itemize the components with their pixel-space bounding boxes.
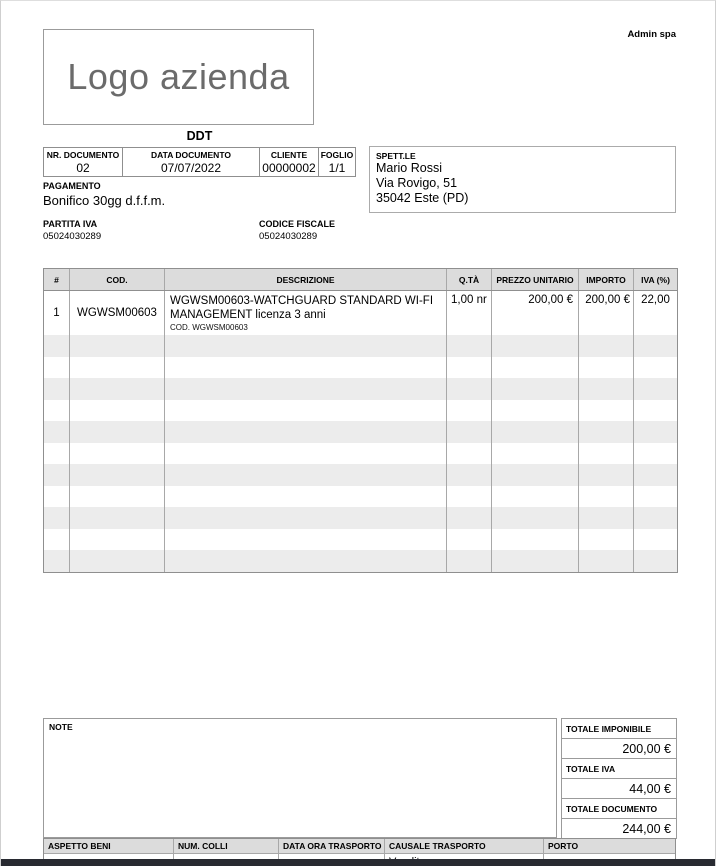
empty-cell	[70, 421, 165, 443]
table-row	[44, 291, 677, 335]
empty-cell	[70, 464, 165, 486]
empty-cell	[634, 335, 677, 357]
header-vat: IVA (%)	[641, 274, 670, 285]
empty-cell	[447, 486, 492, 508]
total-vat-value: 44,00 €	[561, 778, 677, 799]
empty-cell	[579, 464, 634, 486]
item-description: WGWSM00603-WATCHGUARD STANDARD WI-FI MANAGEMENT licenza 3 anni	[170, 295, 434, 321]
empty-cell	[492, 357, 579, 379]
total-document-value: 244,00 €	[561, 818, 677, 839]
empty-cell	[44, 378, 70, 400]
empty-cell	[447, 421, 492, 443]
client-cell	[260, 148, 319, 176]
empty-cell	[634, 486, 677, 508]
empty-table-row	[44, 400, 677, 422]
total-taxable-label: TOTALE IMPONIBILE	[561, 718, 677, 739]
recipient-street: Via Rovigo, 51	[376, 176, 458, 190]
empty-cell	[579, 335, 634, 357]
recipient-box	[369, 146, 676, 213]
empty-cell	[492, 464, 579, 486]
empty-cell	[492, 443, 579, 465]
empty-cell	[165, 529, 447, 551]
empty-cell	[44, 529, 70, 551]
logo-box	[43, 29, 314, 125]
empty-cell	[447, 378, 492, 400]
empty-cell	[165, 400, 447, 422]
fiscal-code-value: 05024030289	[259, 231, 318, 242]
items-empty-rows	[44, 335, 677, 572]
notes-box	[43, 718, 557, 838]
header-transport-reason: CAUSALE TRASPORTO	[385, 839, 544, 853]
header-code: COD.	[70, 269, 165, 290]
empty-cell	[44, 400, 70, 422]
total-vat-label: TOTALE IVA	[561, 758, 677, 779]
empty-cell	[70, 507, 165, 529]
header-qty: Q.TÀ	[447, 269, 492, 290]
empty-cell	[634, 357, 677, 379]
empty-cell	[634, 464, 677, 486]
item-description-code: COD. WGWSM00603	[170, 323, 248, 332]
empty-cell	[447, 400, 492, 422]
header-goods-appearance: ASPETTO BENI	[44, 839, 174, 853]
empty-cell	[70, 400, 165, 422]
empty-cell	[70, 486, 165, 508]
empty-cell	[165, 357, 447, 379]
empty-cell	[447, 507, 492, 529]
empty-table-row	[44, 378, 677, 400]
empty-cell	[579, 357, 634, 379]
empty-cell	[165, 335, 447, 357]
page-label: FOGLIO	[320, 150, 354, 160]
empty-cell	[447, 529, 492, 551]
payment-value: Bonifico 30gg d.f.f.m.	[43, 193, 166, 208]
logo-placeholder-text: Logo azienda	[67, 56, 290, 97]
empty-cell	[634, 400, 677, 422]
empty-cell	[447, 357, 492, 379]
empty-cell	[165, 421, 447, 443]
empty-cell	[492, 486, 579, 508]
empty-cell	[44, 443, 70, 465]
empty-cell	[579, 507, 634, 529]
empty-cell	[44, 357, 70, 379]
company-name: Admin spa	[627, 29, 676, 40]
empty-cell	[634, 507, 677, 529]
empty-cell	[492, 550, 579, 572]
empty-cell	[579, 486, 634, 508]
doc-number-value: 02	[76, 161, 90, 175]
payment-block	[43, 181, 165, 208]
empty-cell	[492, 529, 579, 551]
empty-cell	[447, 335, 492, 357]
empty-cell	[70, 357, 165, 379]
total-taxable-value: 200,00 €	[561, 738, 677, 759]
empty-cell	[634, 421, 677, 443]
fiscal-code-block	[259, 219, 335, 242]
header-description: DESCRIZIONE	[165, 269, 447, 290]
page-value: 1/1	[328, 161, 346, 175]
empty-cell	[70, 443, 165, 465]
recipient-label: SPETT.LE	[376, 151, 416, 161]
empty-cell	[634, 550, 677, 572]
header-package-count: NUM. COLLI	[174, 839, 279, 853]
empty-table-row	[44, 335, 677, 357]
empty-table-row	[44, 421, 677, 443]
empty-cell	[579, 550, 634, 572]
empty-cell	[634, 378, 677, 400]
client-value: 00000002	[262, 161, 316, 175]
payment-label: PAGAMENTO	[43, 181, 101, 191]
empty-cell	[44, 464, 70, 486]
empty-table-row	[44, 529, 677, 551]
items-table-header	[44, 269, 677, 291]
empty-cell	[579, 421, 634, 443]
recipient-name: Mario Rossi	[376, 161, 442, 175]
item-code: WGWSM00603	[70, 291, 165, 335]
empty-cell	[44, 550, 70, 572]
fiscal-code-label: CODICE FISCALE	[259, 219, 336, 229]
header-carriage: PORTO	[548, 841, 579, 851]
doc-date-label: DATA DOCUMENTO	[151, 150, 231, 160]
item-num: 1	[44, 291, 70, 335]
doc-date-cell	[123, 148, 260, 176]
transport-table-header	[44, 839, 675, 854]
vat-number-label: PARTITA IVA	[43, 219, 98, 229]
header-transport-datetime: DATA ORA TRASPORTO	[279, 839, 385, 853]
empty-cell	[634, 443, 677, 465]
empty-cell	[44, 507, 70, 529]
header-unit-price: PREZZO UNITARIO	[492, 269, 579, 290]
empty-cell	[165, 507, 447, 529]
empty-cell	[70, 550, 165, 572]
empty-cell	[492, 507, 579, 529]
item-description-cell	[165, 291, 447, 335]
empty-cell	[492, 335, 579, 357]
empty-table-row	[44, 550, 677, 572]
empty-cell	[165, 443, 447, 465]
empty-cell	[579, 529, 634, 551]
vat-number-block	[43, 219, 101, 242]
empty-table-row	[44, 486, 677, 508]
item-qty: 1,00 nr	[447, 291, 492, 335]
items-table	[43, 268, 678, 573]
recipient-city: 35042 Este (PD)	[376, 191, 469, 205]
document-type-title: DDT	[186, 129, 213, 143]
vat-number-value: 05024030289	[43, 231, 102, 242]
empty-cell	[492, 378, 579, 400]
empty-cell	[492, 400, 579, 422]
item-vat: 22,00	[641, 294, 670, 306]
header-amount: IMPORTO	[579, 269, 634, 290]
doc-date-value: 07/07/2022	[160, 161, 222, 175]
empty-cell	[579, 443, 634, 465]
header-num: #	[44, 269, 70, 290]
empty-cell	[165, 486, 447, 508]
totals-box	[561, 718, 677, 839]
empty-table-row	[44, 464, 677, 486]
document-info-table	[43, 147, 356, 177]
empty-table-row	[44, 507, 677, 529]
empty-cell	[44, 486, 70, 508]
empty-table-row	[44, 443, 677, 465]
doc-number-cell	[44, 148, 123, 176]
empty-cell	[579, 400, 634, 422]
empty-cell	[165, 378, 447, 400]
empty-cell	[447, 443, 492, 465]
total-document-label: TOTALE DOCUMENTO	[561, 798, 677, 819]
empty-cell	[447, 550, 492, 572]
empty-cell	[492, 421, 579, 443]
doc-number-label: NR. DOCUMENTO	[46, 150, 120, 160]
empty-cell	[579, 378, 634, 400]
client-label: CLIENTE	[270, 150, 308, 160]
viewport-bottom-bar	[1, 859, 716, 866]
item-unit-price: 200,00 €	[492, 291, 579, 335]
empty-table-row	[44, 357, 677, 379]
empty-cell	[44, 335, 70, 357]
empty-cell	[70, 378, 165, 400]
empty-cell	[165, 550, 447, 572]
empty-cell	[70, 335, 165, 357]
empty-cell	[634, 529, 677, 551]
item-amount: 200,00 €	[579, 291, 634, 335]
empty-cell	[447, 464, 492, 486]
page-cell	[319, 148, 355, 176]
empty-cell	[44, 421, 70, 443]
empty-cell	[165, 464, 447, 486]
empty-cell	[70, 529, 165, 551]
notes-label: NOTE	[49, 722, 73, 732]
